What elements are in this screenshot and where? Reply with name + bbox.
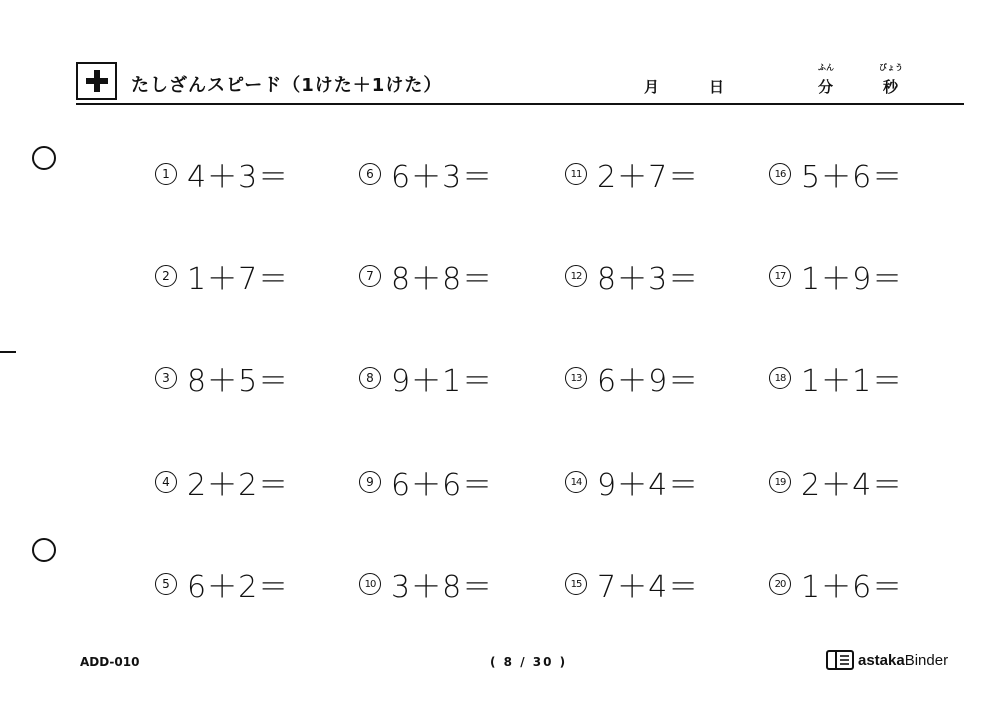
page-indicator: ( 8 / 30 ) (490, 655, 568, 669)
problem-expression: 9＋4＝ (597, 468, 700, 503)
problem-number: 6 (359, 163, 381, 185)
problem-expression: 2＋2＝ (187, 468, 290, 503)
problem-expression: 2＋7＝ (597, 160, 700, 195)
problem-item (155, 358, 289, 398)
problem-number: 12 (565, 265, 587, 287)
problem-number: 9 (359, 471, 381, 493)
problem-number: 18 (769, 367, 791, 389)
problem-number: 19 (769, 471, 791, 493)
month-label: 月 (644, 78, 660, 96)
problem-item (359, 256, 493, 296)
problem-item (769, 358, 903, 398)
problem-number: 20 (769, 573, 791, 595)
seconds-label: 秒 (883, 78, 899, 96)
problem-item (155, 154, 289, 194)
minutes-ruby: ふん (818, 63, 834, 72)
problem-expression: 1＋6＝ (801, 570, 904, 605)
binder-hole-top (32, 146, 56, 170)
problem-expression: 1＋7＝ (187, 262, 290, 297)
binder-icon (826, 649, 854, 671)
problem-expression: 2＋4＝ (801, 468, 904, 503)
problem-item (769, 564, 903, 604)
problem-number: 7 (359, 265, 381, 287)
problem-item (359, 564, 493, 604)
problem-number: 2 (155, 265, 177, 287)
problem-expression: 5＋6＝ (801, 160, 904, 195)
problem-expression: 6＋6＝ (391, 468, 494, 503)
problem-expression: 6＋3＝ (391, 160, 494, 195)
problem-expression: 4＋3＝ (187, 160, 290, 195)
brand-name-bold: astaka (858, 651, 905, 669)
problem-number: 17 (769, 265, 791, 287)
problem-item (769, 462, 903, 502)
plus-icon (76, 62, 117, 100)
problem-expression: 9＋1＝ (391, 364, 494, 399)
binder-hole-bottom (32, 538, 56, 562)
worksheet-header (76, 62, 964, 105)
problem-number: 11 (565, 163, 587, 185)
problem-item (359, 154, 493, 194)
problem-item (565, 154, 699, 194)
problem-expression: 8＋5＝ (187, 364, 290, 399)
problem-item (155, 256, 289, 296)
problem-expression: 1＋1＝ (801, 364, 904, 399)
problem-item (769, 256, 903, 296)
problem-number: 8 (359, 367, 381, 389)
problem-number: 15 (565, 573, 587, 595)
problem-item (155, 564, 289, 604)
problem-item (359, 358, 493, 398)
problem-number: 10 (359, 573, 381, 595)
problem-expression: 1＋9＝ (801, 262, 904, 297)
problem-item (565, 564, 699, 604)
brand-name-light: Binder (904, 651, 949, 669)
problem-expression: 8＋3＝ (597, 262, 700, 297)
problem-item (769, 154, 903, 194)
problem-number: 14 (565, 471, 587, 493)
minutes-label: 分 (818, 78, 834, 96)
problem-number: 3 (155, 367, 177, 389)
problem-number: 1 (155, 163, 177, 185)
day-label: 日 (709, 78, 725, 96)
problem-item (155, 462, 289, 502)
problem-expression: 7＋4＝ (597, 570, 700, 605)
problem-expression: 6＋9＝ (597, 364, 700, 399)
problem-number: 13 (565, 367, 587, 389)
problem-number: 4 (155, 471, 177, 493)
problem-number: 16 (769, 163, 791, 185)
problem-item (565, 358, 699, 398)
center-fold-mark (0, 351, 16, 353)
seconds-ruby: びょう (879, 63, 903, 72)
problem-item (565, 462, 699, 502)
problem-item (359, 462, 493, 502)
problem-expression: 3＋8＝ (391, 570, 494, 605)
problem-item (565, 256, 699, 296)
problem-expression: 8＋8＝ (391, 262, 494, 297)
problem-expression: 6＋2＝ (187, 570, 290, 605)
brand-logo (826, 649, 948, 671)
worksheet-code: ADD-010 (80, 655, 140, 669)
worksheet-title: たしざんスピード（1けた＋1けた） (131, 75, 443, 96)
problem-number: 5 (155, 573, 177, 595)
